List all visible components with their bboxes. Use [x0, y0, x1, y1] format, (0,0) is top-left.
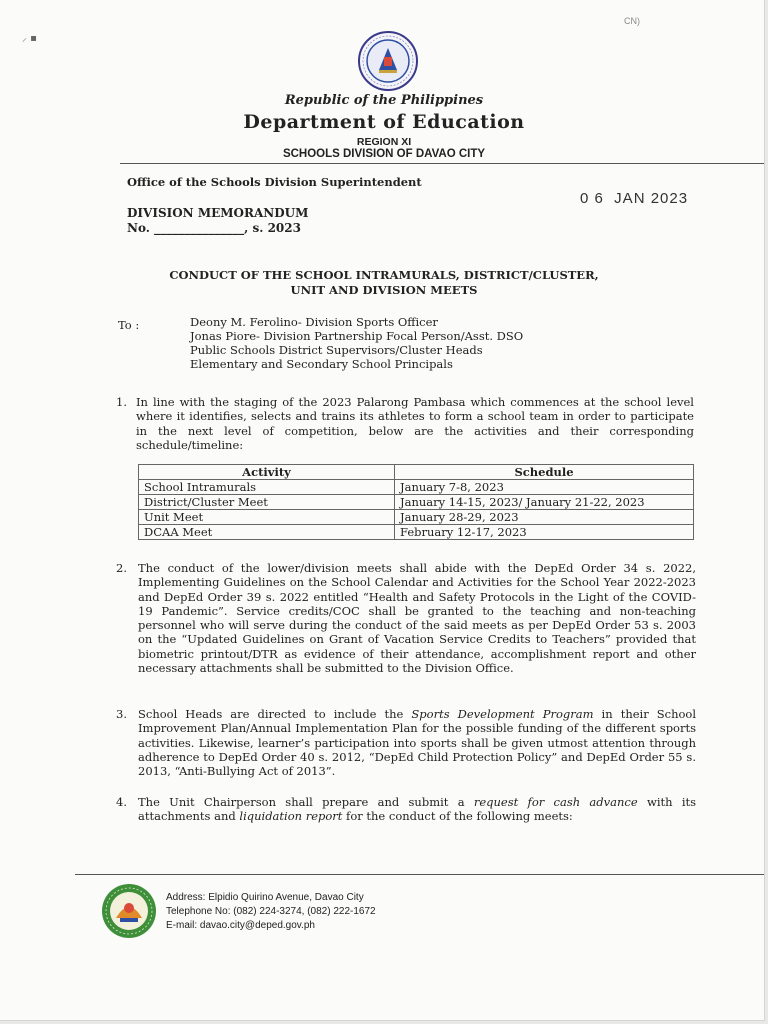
paragraph-3-text-a: School Heads are directed to include the [138, 707, 412, 721]
paragraph-1-number: 1. [116, 395, 127, 409]
paragraph-4-emphasis-1: request for cash advance [473, 795, 638, 809]
table-header: Schedule [395, 465, 694, 480]
to-label: To : [118, 318, 140, 332]
table-header-row [139, 465, 694, 480]
table-header: Activity [139, 465, 395, 480]
paragraph-4 [138, 795, 696, 824]
footer-telephone: Telephone No: (082) 224-3274, (082) 222-1672 [166, 906, 376, 917]
table-row [139, 495, 694, 510]
paragraph-3-number: 3. [116, 707, 127, 721]
paragraph-4-text-a: The Unit Chairperson shall prepare and submit a [138, 795, 474, 809]
paragraph-3-text-b: in their School Improvement Plan/Annual Implementation Plan for the possible funding of the different sports activities. Likewise, learner’s participation into sports shall be given utmost attention through adherence to DepEd Order 40 s. 2012, “DepEd Child Protection Policy” and DepEd Order 55 s. 2013, “Anti-Bullying Act of 2013”. [138, 707, 696, 779]
paragraph-4-emphasis-2: liquidation report [239, 809, 343, 824]
header-divider [120, 163, 764, 164]
memo-title [0, 268, 768, 298]
schedule-table [138, 464, 694, 540]
footer-address: Address: Elpidio Quirino Avenue, Davao City [166, 892, 364, 903]
table-cell: February 12-17, 2023 [395, 525, 694, 540]
department-heading: Department of Education [243, 111, 525, 133]
paragraph-3 [138, 707, 696, 778]
recipient-item: Public Schools District Supervisors/Cluster Heads [190, 343, 483, 357]
division-heading: SCHOOLS DIVISION OF DAVAO CITY [282, 148, 486, 160]
paragraph-2: The conduct of the lower/division meets shall abide with the DepEd Order 34 s. 2022, Implementing Guidelines on the School Calendar and Activities for the School Year 2022-2023 and DepEd Order 39 s. 2022 entitled “Health and Safety Protocols in the Light of the COVID-19 Pandemic”. Service credits/COC shall be granted to the teaching and non-teaching personnel who will serve during the conduct of the said meets as per DepEd Order 53 s. 2003 on the “Updated Guidelines on Grant of Vacation Service Credits to Teachers” provided that biometric printout/DTR as evidence of their attendance, accomplishment report and other necessary attachments shall be submitted to the Division Office. [138, 561, 696, 676]
memo-number: No. _______________, s. 2023 [127, 221, 301, 235]
footer-divider [75, 874, 764, 875]
paragraph-3-emphasis: Sports Development Program [411, 707, 594, 721]
table-cell: Unit Meet [139, 510, 395, 525]
memo-title-line2: UNIT AND DIVISION MEETS [290, 283, 478, 297]
paragraph-1: In line with the staging of the 2023 Palarong Pambasa which commences at the school level where it identifies, selects and trains its athletes to form a school team in order to participate in the next level of competition, below are the activities and their corresponding schedule/timeline: [136, 395, 694, 452]
table-row [139, 510, 694, 525]
republic-heading: Republic of the Philippines [284, 93, 484, 108]
paragraph-4-number: 4. [116, 795, 127, 809]
recipient-item: Jonas Piore- Division Partnership Focal Person/Asst. DSO [190, 329, 524, 343]
footer-email: E-mail: davao.city@deped.gov.ph [166, 920, 315, 931]
recipient-item: Deony M. Ferolino- Division Sports Officer [190, 315, 438, 329]
table-cell: January 28-29, 2023 [395, 510, 694, 525]
paragraph-4-text-b: with its attachments and [138, 795, 697, 824]
table-row [139, 525, 694, 540]
region-heading: REGION XI [356, 136, 412, 148]
scan-artifact: ⸝ ▪ [22, 33, 37, 44]
recipient-list [190, 315, 523, 371]
corner-mark: CN) [624, 16, 640, 26]
paragraph-2-number: 2. [116, 561, 127, 575]
table-cell: January 14-15, 2023/ January 21-22, 2023 [395, 495, 694, 510]
paragraph-4-text-c: for the conduct of the following meets: [342, 809, 573, 824]
table-row [139, 480, 694, 495]
recipient-item: Elementary and Secondary School Principals [190, 357, 453, 371]
date-stamp: 0 6 JAN 2023 [580, 190, 689, 207]
table-cell: DCAA Meet [139, 525, 395, 540]
memo-title-line1: CONDUCT OF THE SCHOOL INTRAMURALS, DISTRICT/CLUSTER, [169, 268, 599, 282]
division-logo-icon [100, 882, 158, 940]
table-cell: District/Cluster Meet [139, 495, 395, 510]
table-cell: School Intramurals [139, 480, 395, 495]
table-cell: January 7-8, 2023 [395, 480, 694, 495]
office-line: Office of the Schools Division Superintendent [127, 175, 422, 189]
memo-type: DIVISION MEMORANDUM [127, 206, 309, 220]
deped-seal-icon [357, 30, 419, 92]
footer-contact [166, 891, 376, 933]
